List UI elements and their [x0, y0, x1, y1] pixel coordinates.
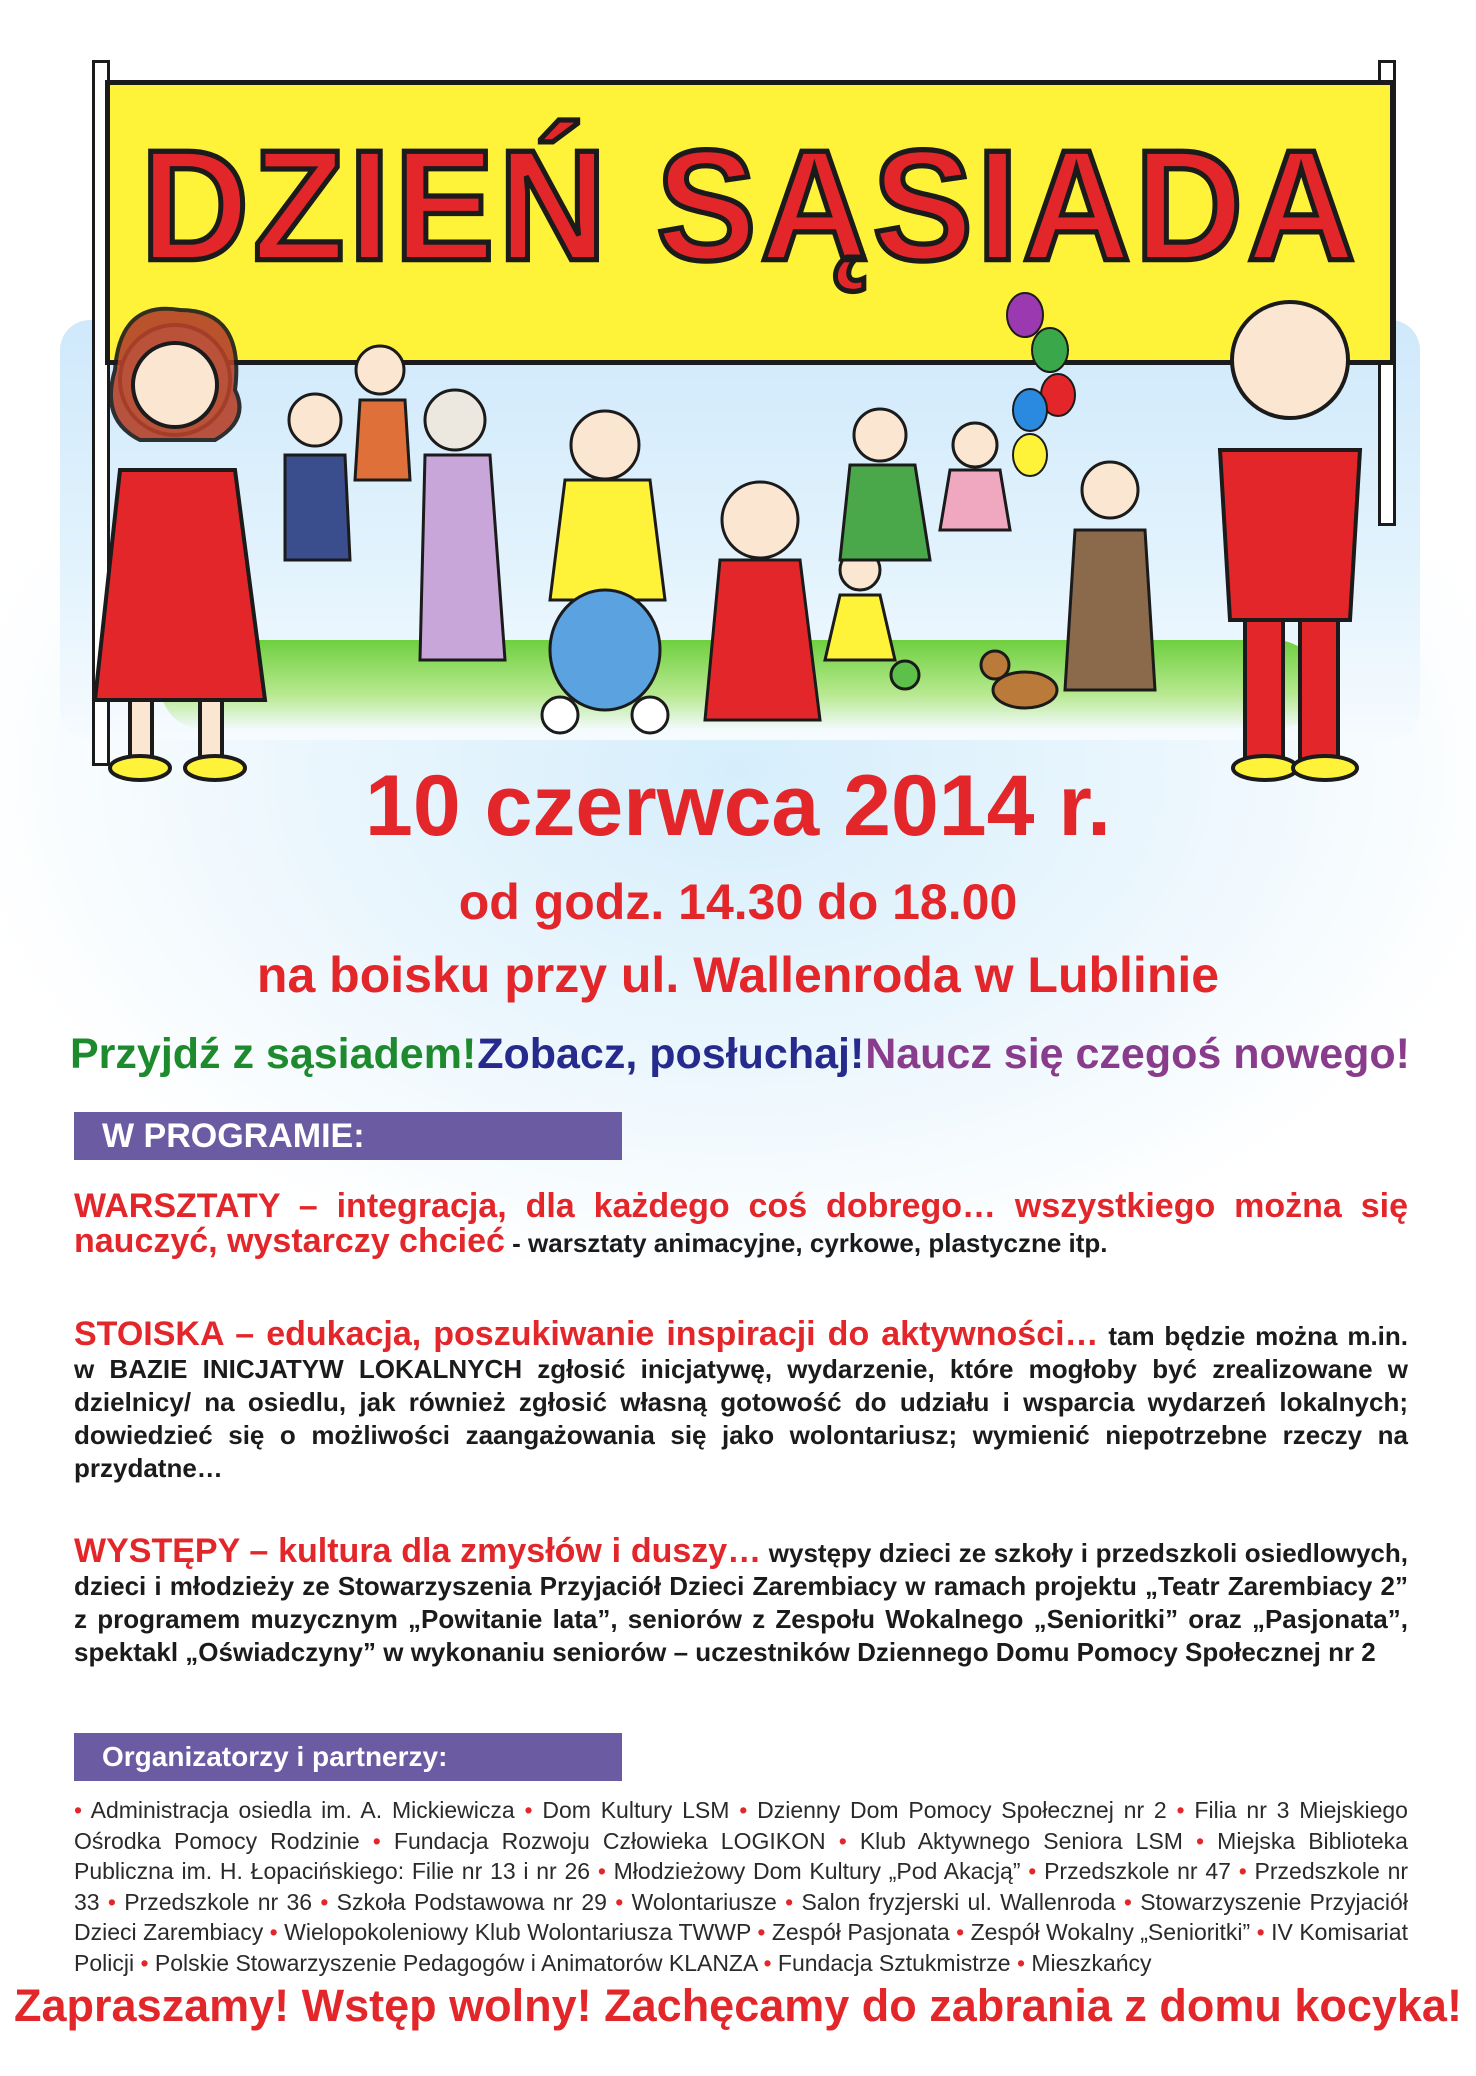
program-item-lead: WARSZTATY – integracja, dla każdego coś dobrego… wszystkiego można się nauczyć, wystarczy chcieć — [74, 1187, 1408, 1260]
grandmother-figure — [705, 482, 820, 720]
partner-name: Fundacja Sztukmistrze — [777, 1949, 1017, 1976]
bullet-icon: • — [372, 1827, 394, 1854]
program-item-text: występy dzieci ze szkoły i przedszkoli osiedlowych, dzieci i młodzieży ze Stowarzyszenia Przyjaciół Dzieci Zarembiacy w ramach projektu „Teatr Zarembiacy 2” z programem muzycznym „Powitanie lata”, seniorów z Zespołu Wokalnego „Senioritki” oraz „Pasjonata”, spektakl „Oświadczyny” w wykonaniu seniorów – uczestników Dziennego Domu Pomocy Społecznej nr 2 — [74, 1538, 1408, 1667]
partner-name: Wielopokoleniowy Klub Wolontariusza TWWP — [284, 1919, 758, 1945]
footer-invitation: Zapraszamy! Wstęp wolny! Zachęcamy do zabrania z domu kocyka! — [14, 1980, 1462, 2031]
bullet-icon: • — [269, 1919, 285, 1945]
partner-name: Młodzieżowy Dom Kultury „Pod Akacją” — [613, 1858, 1029, 1884]
man-right-figure — [1220, 302, 1360, 780]
partner-name: Dzienny Dom Pomocy Społecznej nr 2 — [757, 1797, 1177, 1823]
bullet-icon: • — [320, 1888, 337, 1915]
event-hours: od godz. 14.30 do 18.00 — [458, 874, 1018, 930]
bullet-icon: • — [956, 1919, 971, 1945]
girl-figure — [825, 550, 919, 689]
bullet-icon: • — [74, 1797, 91, 1823]
partner-name: Salon fryzjerski ul. Wallenroda — [801, 1888, 1124, 1915]
program-item-performances — [74, 1532, 1408, 1669]
bullet-icon: • — [1196, 1827, 1218, 1854]
program-item-lead: STOISKA – edukacja, poszukiwanie inspiracji do aktywności… — [74, 1315, 1099, 1353]
partner-name: Klub Aktywnego Seniora LSM — [859, 1827, 1197, 1854]
partner-name: Wolontariusze — [631, 1888, 786, 1915]
bullet-icon: • — [597, 1858, 614, 1884]
woman-in-green-figure — [840, 409, 1010, 560]
partners-heading: Organizatorzy i partnerzy: — [74, 1733, 622, 1781]
bullet-icon: • — [763, 1949, 778, 1976]
event-date: 10 czerwca 2014 r. — [365, 758, 1111, 854]
partner-name: Stowarzyszenie Przyjaciół Dzieci Zarembiacy — [74, 1888, 1408, 1945]
partner-name: Przedszkole nr 47 — [1044, 1858, 1239, 1884]
program-item-lead: WYSTĘPY – kultura dla zmysłów i duszy… — [74, 1532, 762, 1570]
partner-name: Mieszkańcy — [1031, 1949, 1152, 1976]
bullet-icon: • — [739, 1797, 758, 1823]
dog-icon — [981, 651, 1057, 708]
partner-name: Szkoła Podstawowa nr 29 — [336, 1888, 616, 1915]
poster-title: DZIEŃ SĄSIADA — [140, 116, 1360, 294]
bullet-icon: • — [1176, 1797, 1195, 1823]
slogan-learn: Naucz się czegoś nowego! — [865, 1030, 1410, 1078]
partner-name: Zespół Wokalny „Senioritki” — [970, 1919, 1257, 1945]
slogans — [70, 1030, 1410, 1079]
bullet-icon: • — [615, 1888, 632, 1915]
bullet-icon: • — [107, 1888, 125, 1915]
slogan-see: Zobacz, posłuchaj! — [477, 1030, 865, 1078]
neighbours-illustration — [0, 0, 1476, 800]
partner-name: Zespół Pasjonata — [771, 1919, 957, 1945]
bullet-icon: • — [524, 1797, 543, 1823]
event-place: na boisku przy ul. Wallenroda w Lublinie — [256, 947, 1220, 1003]
partner-name: IV Komisariat Policji — [74, 1919, 1408, 1976]
bullet-icon: • — [1028, 1858, 1045, 1884]
bullet-icon: • — [757, 1919, 772, 1945]
partners-list — [74, 1795, 1408, 1978]
woman-left-figure — [95, 309, 265, 780]
balloons-icon — [1007, 293, 1075, 476]
partner-name: Miejska Biblioteka Publiczna im. H. Łopacińskiego: Filie nr 13 i nr 26 — [74, 1827, 1408, 1884]
program-item-text: - warsztaty animacyjne, cyrkowe, plastyczne itp. — [504, 1228, 1108, 1258]
bullet-icon: • — [785, 1888, 802, 1915]
program-item-stands — [74, 1315, 1408, 1485]
bullet-icon: • — [140, 1949, 155, 1976]
bullet-icon: • — [1256, 1919, 1272, 1945]
mother-with-stroller-figure — [542, 411, 668, 733]
slogan-come: Przyjdź z sąsiadem! — [70, 1030, 477, 1078]
partner-name: Dom Kultury LSM — [542, 1797, 740, 1823]
bullet-icon: • — [838, 1827, 860, 1854]
program-item-text: tam będzie można m.in. w BAZIE INICJATYW LOKALNYCH zgłosić inicjatywę, wydarzenie, które mogłoby być zrealizowane w dzielnicy/ na osiedlu, jak również zgłosić własną gotowość do udziału i wsparcia wydarzeń lokalnych; dowiedzieć się o możliwości zaangażowania się jako wolontariusz; wymienić niepotrzebne rzeczy na przydatne… — [74, 1321, 1408, 1483]
bullet-icon: • — [1123, 1888, 1141, 1915]
partner-name: Polskie Stowarzyszenie Pedagogów i Animatorów KLANZA — [154, 1949, 764, 1976]
bullet-icon: • — [1016, 1949, 1032, 1976]
program-heading: W PROGRAMIE: — [74, 1112, 622, 1160]
elderly-couple-figure — [285, 346, 505, 660]
partner-name: Przedszkole nr 33 — [74, 1858, 1409, 1915]
partner-name: Filia nr 3 Miejskiego Ośrodka Pomocy Rodzinie — [74, 1797, 1408, 1854]
partner-name: Administracja osiedla im. A. Mickiewicza — [90, 1797, 525, 1823]
program-item-workshops — [74, 1187, 1408, 1260]
partner-name: Przedszkole nr 36 — [124, 1888, 321, 1915]
partner-name: Fundacja Rozwoju Człowieka LOGIKON — [393, 1827, 839, 1854]
bullet-icon: • — [1238, 1858, 1255, 1884]
bearded-man-figure — [1065, 462, 1155, 690]
